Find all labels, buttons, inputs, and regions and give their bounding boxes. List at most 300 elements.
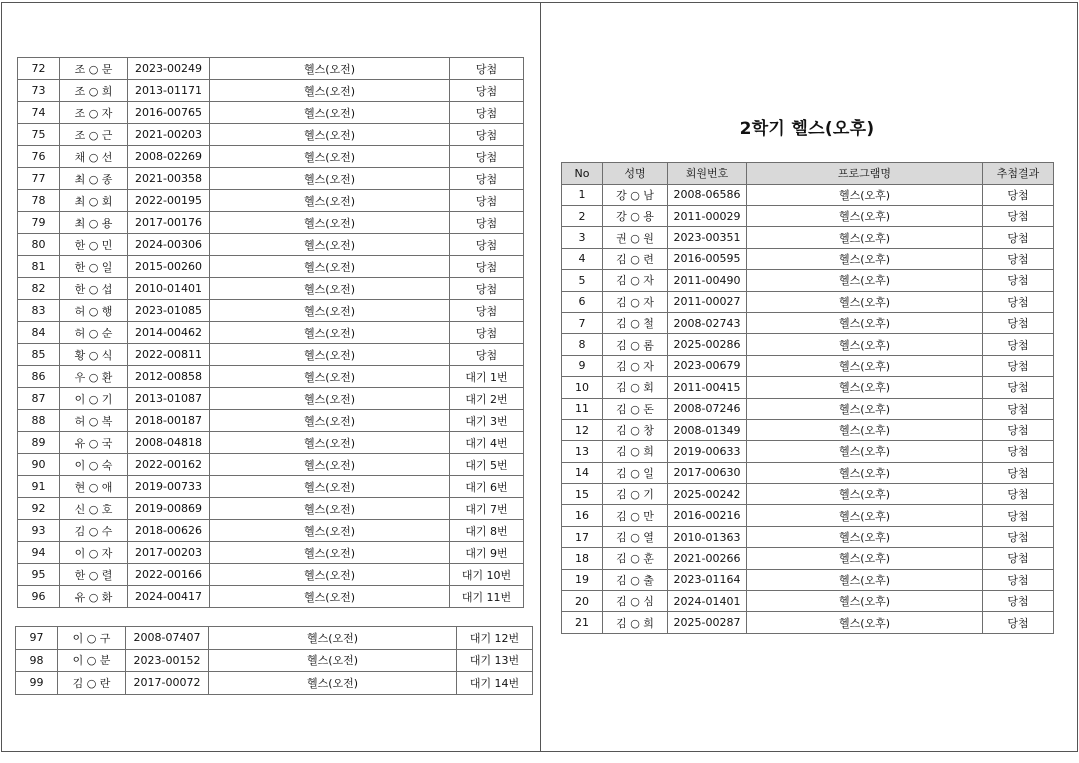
cell-result: 당첨 bbox=[983, 227, 1054, 248]
table-row bbox=[18, 102, 524, 124]
cell-name: 김 ○ 수 bbox=[60, 520, 128, 542]
header-member-number: 회원번호 bbox=[668, 163, 747, 185]
cell-member-number: 2008-01349 bbox=[668, 419, 747, 440]
cell-program: 헬스(오전) bbox=[210, 80, 450, 102]
cell-program: 헬스(오전) bbox=[210, 432, 450, 454]
cell-no: 92 bbox=[18, 498, 60, 520]
cell-program: 헬스(오후) bbox=[747, 462, 983, 483]
cell-no: 75 bbox=[18, 124, 60, 146]
cell-program: 헬스(오전) bbox=[210, 58, 450, 80]
cell-member-number: 2011-00415 bbox=[668, 377, 747, 398]
table-row bbox=[16, 627, 533, 650]
cell-program: 헬스(오전) bbox=[210, 124, 450, 146]
table-row bbox=[18, 432, 524, 454]
table-row bbox=[18, 344, 524, 366]
table-row bbox=[18, 234, 524, 256]
cell-no: 78 bbox=[18, 190, 60, 212]
cell-name: 최 ○ 종 bbox=[60, 168, 128, 190]
cell-name: 김 ○ 희 bbox=[603, 441, 668, 462]
cell-member-number: 2010-01363 bbox=[668, 526, 747, 547]
cell-result: 당첨 bbox=[983, 462, 1054, 483]
cell-member-number: 2017-00203 bbox=[128, 542, 210, 564]
cell-name: 김 ○ 만 bbox=[603, 505, 668, 526]
cell-program: 헬스(오후) bbox=[747, 248, 983, 269]
cell-program: 헬스(오전) bbox=[210, 542, 450, 564]
cell-result: 대기 5번 bbox=[450, 454, 524, 476]
cell-no: 85 bbox=[18, 344, 60, 366]
cell-result: 대기 2번 bbox=[450, 388, 524, 410]
cell-no: 87 bbox=[18, 388, 60, 410]
cell-result: 당첨 bbox=[983, 270, 1054, 291]
cell-no: 9 bbox=[562, 355, 603, 376]
cell-result: 당첨 bbox=[450, 146, 524, 168]
cell-no: 82 bbox=[18, 278, 60, 300]
cell-program: 헬스(오전) bbox=[209, 627, 457, 650]
cell-program: 헬스(오전) bbox=[210, 278, 450, 300]
cell-no: 84 bbox=[18, 322, 60, 344]
cell-name: 김 ○ 란 bbox=[58, 672, 126, 695]
table-row bbox=[562, 377, 1054, 398]
table-row bbox=[16, 649, 533, 672]
header-program-name: 프로그램명 bbox=[747, 163, 983, 185]
cell-program: 헬스(오전) bbox=[210, 344, 450, 366]
cell-result: 당첨 bbox=[983, 548, 1054, 569]
cell-member-number: 2008-02743 bbox=[668, 312, 747, 333]
table-row bbox=[562, 291, 1054, 312]
cell-program: 헬스(오전) bbox=[210, 256, 450, 278]
table-row bbox=[562, 441, 1054, 462]
table-row bbox=[562, 184, 1054, 205]
cell-result: 당첨 bbox=[450, 212, 524, 234]
cell-name: 김 ○ 자 bbox=[603, 270, 668, 291]
cell-result: 당첨 bbox=[450, 344, 524, 366]
cell-name: 황 ○ 식 bbox=[60, 344, 128, 366]
cell-name: 김 ○ 철 bbox=[603, 312, 668, 333]
table-row bbox=[18, 124, 524, 146]
cell-result: 당첨 bbox=[450, 102, 524, 124]
cell-name: 김 ○ 출 bbox=[603, 569, 668, 590]
cell-member-number: 2014-00462 bbox=[128, 322, 210, 344]
left-results-continued-body bbox=[16, 627, 533, 695]
cell-program: 헬스(오후) bbox=[747, 441, 983, 462]
cell-no: 83 bbox=[18, 300, 60, 322]
cell-member-number: 2013-01087 bbox=[128, 388, 210, 410]
cell-program: 헬스(오전) bbox=[210, 234, 450, 256]
table-row bbox=[18, 454, 524, 476]
table-row bbox=[562, 398, 1054, 419]
cell-program: 헬스(오후) bbox=[747, 526, 983, 547]
cell-member-number: 2018-00626 bbox=[128, 520, 210, 542]
cell-member-number: 2011-00490 bbox=[668, 270, 747, 291]
cell-name: 신 ○ 호 bbox=[60, 498, 128, 520]
cell-result: 당첨 bbox=[450, 322, 524, 344]
cell-no: 73 bbox=[18, 80, 60, 102]
table-row bbox=[18, 190, 524, 212]
cell-no: 95 bbox=[18, 564, 60, 586]
cell-name: 강 ○ 남 bbox=[603, 184, 668, 205]
cell-name: 조 ○ 자 bbox=[60, 102, 128, 124]
cell-member-number: 2022-00195 bbox=[128, 190, 210, 212]
cell-program: 헬스(오전) bbox=[210, 212, 450, 234]
table-row bbox=[562, 569, 1054, 590]
cell-program: 헬스(오전) bbox=[209, 672, 457, 695]
cell-member-number: 2023-00152 bbox=[126, 649, 209, 672]
cell-program: 헬스(오후) bbox=[747, 227, 983, 248]
table-row bbox=[562, 505, 1054, 526]
cell-name: 김 ○ 련 bbox=[603, 248, 668, 269]
cell-name: 우 ○ 환 bbox=[60, 366, 128, 388]
cell-name: 김 ○ 돈 bbox=[603, 398, 668, 419]
cell-program: 헬스(오후) bbox=[747, 612, 983, 633]
table-row bbox=[562, 419, 1054, 440]
cell-member-number: 2022-00811 bbox=[128, 344, 210, 366]
cell-program: 헬스(오전) bbox=[210, 498, 450, 520]
cell-name: 김 ○ 심 bbox=[603, 591, 668, 612]
cell-no: 5 bbox=[562, 270, 603, 291]
cell-no: 77 bbox=[18, 168, 60, 190]
cell-result: 당첨 bbox=[983, 398, 1054, 419]
table-row bbox=[562, 355, 1054, 376]
table-row bbox=[18, 388, 524, 410]
cell-no: 74 bbox=[18, 102, 60, 124]
table-row bbox=[562, 312, 1054, 333]
cell-name: 김 ○ 회 bbox=[603, 377, 668, 398]
cell-no: 1 bbox=[562, 184, 603, 205]
cell-result: 당첨 bbox=[450, 168, 524, 190]
table-row bbox=[18, 212, 524, 234]
table-row bbox=[562, 548, 1054, 569]
cell-name: 유 ○ 화 bbox=[60, 586, 128, 608]
table-row bbox=[18, 80, 524, 102]
cell-name: 김 ○ 훈 bbox=[603, 548, 668, 569]
cell-name: 이 ○ 숙 bbox=[60, 454, 128, 476]
cell-result: 당첨 bbox=[983, 484, 1054, 505]
table-row bbox=[18, 498, 524, 520]
cell-member-number: 2023-00249 bbox=[128, 58, 210, 80]
cell-program: 헬스(오전) bbox=[210, 322, 450, 344]
cell-no: 99 bbox=[16, 672, 58, 695]
cell-no: 89 bbox=[18, 432, 60, 454]
cell-result: 대기 8번 bbox=[450, 520, 524, 542]
cell-name: 이 ○ 자 bbox=[60, 542, 128, 564]
cell-program: 헬스(오후) bbox=[747, 270, 983, 291]
cell-no: 81 bbox=[18, 256, 60, 278]
cell-result: 당첨 bbox=[983, 355, 1054, 376]
cell-result: 대기 12번 bbox=[457, 627, 533, 650]
cell-member-number: 2016-00765 bbox=[128, 102, 210, 124]
cell-name: 김 ○ 자 bbox=[603, 291, 668, 312]
cell-name: 허 ○ 행 bbox=[60, 300, 128, 322]
cell-program: 헬스(오후) bbox=[747, 291, 983, 312]
cell-program: 헬스(오후) bbox=[747, 484, 983, 505]
cell-name: 허 ○ 복 bbox=[60, 410, 128, 432]
cell-member-number: 2017-00630 bbox=[668, 462, 747, 483]
cell-name: 한 ○ 섭 bbox=[60, 278, 128, 300]
cell-name: 강 ○ 용 bbox=[603, 205, 668, 226]
cell-member-number: 2008-07407 bbox=[126, 627, 209, 650]
cell-no: 20 bbox=[562, 591, 603, 612]
cell-result: 당첨 bbox=[450, 300, 524, 322]
right-results-body bbox=[562, 184, 1054, 633]
table-row bbox=[562, 591, 1054, 612]
cell-no: 19 bbox=[562, 569, 603, 590]
cell-no: 80 bbox=[18, 234, 60, 256]
cell-name: 허 ○ 순 bbox=[60, 322, 128, 344]
cell-member-number: 2019-00633 bbox=[668, 441, 747, 462]
cell-no: 21 bbox=[562, 612, 603, 633]
table-row bbox=[562, 462, 1054, 483]
cell-name: 한 ○ 일 bbox=[60, 256, 128, 278]
cell-no: 72 bbox=[18, 58, 60, 80]
cell-result: 당첨 bbox=[983, 419, 1054, 440]
table-row bbox=[562, 484, 1054, 505]
cell-name: 김 ○ 기 bbox=[603, 484, 668, 505]
cell-program: 헬스(오전) bbox=[209, 649, 457, 672]
cell-no: 79 bbox=[18, 212, 60, 234]
cell-member-number: 2008-02269 bbox=[128, 146, 210, 168]
cell-result: 대기 1번 bbox=[450, 366, 524, 388]
header-no: No bbox=[562, 163, 603, 185]
cell-no: 98 bbox=[16, 649, 58, 672]
cell-no: 15 bbox=[562, 484, 603, 505]
cell-result: 당첨 bbox=[983, 505, 1054, 526]
table-row bbox=[18, 520, 524, 542]
cell-no: 17 bbox=[562, 526, 603, 547]
cell-member-number: 2008-07246 bbox=[668, 398, 747, 419]
table-row bbox=[18, 542, 524, 564]
header-draw-result: 추첨결과 bbox=[983, 163, 1054, 185]
cell-member-number: 2018-00187 bbox=[128, 410, 210, 432]
cell-member-number: 2025-00286 bbox=[668, 334, 747, 355]
table-row bbox=[562, 334, 1054, 355]
header-row bbox=[562, 163, 1054, 185]
cell-program: 헬스(오전) bbox=[210, 564, 450, 586]
cell-name: 권 ○ 원 bbox=[603, 227, 668, 248]
cell-name: 최 ○ 용 bbox=[60, 212, 128, 234]
cell-result: 당첨 bbox=[983, 205, 1054, 226]
cell-result: 대기 10번 bbox=[450, 564, 524, 586]
cell-member-number: 2025-00242 bbox=[668, 484, 747, 505]
cell-result: 당첨 bbox=[450, 58, 524, 80]
cell-result: 당첨 bbox=[983, 441, 1054, 462]
cell-member-number: 2021-00203 bbox=[128, 124, 210, 146]
cell-no: 12 bbox=[562, 419, 603, 440]
left-results-continued-table bbox=[15, 626, 533, 695]
cell-no: 10 bbox=[562, 377, 603, 398]
table-header bbox=[562, 163, 1054, 185]
cell-member-number: 2017-00176 bbox=[128, 212, 210, 234]
cell-result: 대기 7번 bbox=[450, 498, 524, 520]
cell-member-number: 2015-00260 bbox=[128, 256, 210, 278]
cell-program: 헬스(오전) bbox=[210, 146, 450, 168]
cell-member-number: 2023-00679 bbox=[668, 355, 747, 376]
table-row bbox=[562, 205, 1054, 226]
cell-member-number: 2012-00858 bbox=[128, 366, 210, 388]
cell-result: 당첨 bbox=[450, 80, 524, 102]
cell-no: 6 bbox=[562, 291, 603, 312]
cell-name: 최 ○ 회 bbox=[60, 190, 128, 212]
left-results-table bbox=[17, 57, 524, 608]
cell-no: 96 bbox=[18, 586, 60, 608]
cell-name: 조 ○ 근 bbox=[60, 124, 128, 146]
cell-result: 당첨 bbox=[983, 291, 1054, 312]
cell-member-number: 2016-00595 bbox=[668, 248, 747, 269]
cell-program: 헬스(오후) bbox=[747, 334, 983, 355]
cell-member-number: 2025-00287 bbox=[668, 612, 747, 633]
table-row bbox=[562, 270, 1054, 291]
cell-program: 헬스(오전) bbox=[210, 190, 450, 212]
cell-program: 헬스(오전) bbox=[210, 586, 450, 608]
cell-member-number: 2023-01085 bbox=[128, 300, 210, 322]
table-row bbox=[18, 146, 524, 168]
cell-result: 당첨 bbox=[983, 334, 1054, 355]
table-row bbox=[18, 322, 524, 344]
right-results-table bbox=[561, 162, 1054, 634]
table-row bbox=[18, 58, 524, 80]
cell-member-number: 2021-00266 bbox=[668, 548, 747, 569]
cell-name: 채 ○ 선 bbox=[60, 146, 128, 168]
cell-program: 헬스(오전) bbox=[210, 388, 450, 410]
cell-member-number: 2022-00162 bbox=[128, 454, 210, 476]
table-row bbox=[562, 526, 1054, 547]
cell-result: 당첨 bbox=[450, 278, 524, 300]
cell-name: 김 ○ 롬 bbox=[603, 334, 668, 355]
cell-name: 김 ○ 희 bbox=[603, 612, 668, 633]
cell-name: 한 ○ 민 bbox=[60, 234, 128, 256]
cell-member-number: 2024-00306 bbox=[128, 234, 210, 256]
table-row bbox=[18, 168, 524, 190]
cell-member-number: 2010-01401 bbox=[128, 278, 210, 300]
cell-program: 헬스(오후) bbox=[747, 205, 983, 226]
cell-program: 헬스(오후) bbox=[747, 312, 983, 333]
cell-result: 대기 11번 bbox=[450, 586, 524, 608]
cell-program: 헬스(오전) bbox=[210, 454, 450, 476]
cell-program: 헬스(오후) bbox=[747, 569, 983, 590]
cell-program: 헬스(오후) bbox=[747, 548, 983, 569]
cell-result: 당첨 bbox=[983, 591, 1054, 612]
cell-name: 이 ○ 기 bbox=[60, 388, 128, 410]
cell-program: 헬스(오전) bbox=[210, 366, 450, 388]
table-row bbox=[18, 586, 524, 608]
cell-result: 당첨 bbox=[983, 526, 1054, 547]
cell-name: 이 ○ 분 bbox=[58, 649, 126, 672]
table-row bbox=[16, 672, 533, 695]
cell-no: 4 bbox=[562, 248, 603, 269]
cell-member-number: 2023-00351 bbox=[668, 227, 747, 248]
cell-program: 헬스(오후) bbox=[747, 419, 983, 440]
cell-program: 헬스(오전) bbox=[210, 300, 450, 322]
cell-result: 당첨 bbox=[983, 312, 1054, 333]
cell-result: 대기 9번 bbox=[450, 542, 524, 564]
cell-no: 16 bbox=[562, 505, 603, 526]
table-row bbox=[18, 564, 524, 586]
cell-no: 93 bbox=[18, 520, 60, 542]
cell-member-number: 2024-01401 bbox=[668, 591, 747, 612]
cell-no: 14 bbox=[562, 462, 603, 483]
cell-member-number: 2021-00358 bbox=[128, 168, 210, 190]
cell-no: 2 bbox=[562, 205, 603, 226]
table-row bbox=[562, 612, 1054, 633]
cell-result: 대기 13번 bbox=[457, 649, 533, 672]
cell-member-number: 2016-00216 bbox=[668, 505, 747, 526]
cell-name: 현 ○ 애 bbox=[60, 476, 128, 498]
cell-no: 88 bbox=[18, 410, 60, 432]
cell-name: 이 ○ 구 bbox=[58, 627, 126, 650]
cell-member-number: 2019-00733 bbox=[128, 476, 210, 498]
cell-member-number: 2017-00072 bbox=[126, 672, 209, 695]
cell-name: 김 ○ 일 bbox=[603, 462, 668, 483]
cell-result: 대기 14번 bbox=[457, 672, 533, 695]
cell-no: 8 bbox=[562, 334, 603, 355]
cell-no: 86 bbox=[18, 366, 60, 388]
cell-no: 7 bbox=[562, 312, 603, 333]
table-row bbox=[18, 366, 524, 388]
cell-program: 헬스(오전) bbox=[210, 520, 450, 542]
cell-member-number: 2008-04818 bbox=[128, 432, 210, 454]
cell-no: 94 bbox=[18, 542, 60, 564]
cell-name: 김 ○ 창 bbox=[603, 419, 668, 440]
cell-program: 헬스(오후) bbox=[747, 591, 983, 612]
cell-member-number: 2022-00166 bbox=[128, 564, 210, 586]
cell-member-number: 2019-00869 bbox=[128, 498, 210, 520]
cell-member-number: 2013-01171 bbox=[128, 80, 210, 102]
cell-no: 18 bbox=[562, 548, 603, 569]
cell-name: 한 ○ 렬 bbox=[60, 564, 128, 586]
cell-name: 유 ○ 국 bbox=[60, 432, 128, 454]
cell-member-number: 2024-00417 bbox=[128, 586, 210, 608]
cell-no: 13 bbox=[562, 441, 603, 462]
cell-program: 헬스(오전) bbox=[210, 102, 450, 124]
cell-result: 당첨 bbox=[983, 569, 1054, 590]
cell-name: 조 ○ 문 bbox=[60, 58, 128, 80]
cell-program: 헬스(오후) bbox=[747, 398, 983, 419]
cell-result: 당첨 bbox=[450, 124, 524, 146]
cell-program: 헬스(오전) bbox=[210, 410, 450, 432]
cell-program: 헬스(오후) bbox=[747, 184, 983, 205]
cell-name: 김 ○ 자 bbox=[603, 355, 668, 376]
cell-result: 당첨 bbox=[983, 377, 1054, 398]
cell-name: 김 ○ 열 bbox=[603, 526, 668, 547]
table-row bbox=[18, 476, 524, 498]
cell-program: 헬스(오후) bbox=[747, 355, 983, 376]
cell-program: 헬스(오후) bbox=[747, 505, 983, 526]
cell-no: 76 bbox=[18, 146, 60, 168]
cell-program: 헬스(오전) bbox=[210, 168, 450, 190]
cell-no: 97 bbox=[16, 627, 58, 650]
cell-result: 대기 3번 bbox=[450, 410, 524, 432]
cell-name: 조 ○ 희 bbox=[60, 80, 128, 102]
table-row bbox=[18, 300, 524, 322]
cell-program: 헬스(오후) bbox=[747, 377, 983, 398]
header-name: 성명 bbox=[603, 163, 668, 185]
cell-result: 당첨 bbox=[450, 256, 524, 278]
cell-result: 당첨 bbox=[983, 248, 1054, 269]
table-row bbox=[18, 256, 524, 278]
table-row bbox=[562, 227, 1054, 248]
cell-result: 대기 6번 bbox=[450, 476, 524, 498]
cell-member-number: 2011-00027 bbox=[668, 291, 747, 312]
cell-no: 3 bbox=[562, 227, 603, 248]
cell-result: 당첨 bbox=[983, 612, 1054, 633]
page-title: 2학기 헬스(오후) bbox=[739, 119, 875, 139]
cell-member-number: 2023-01164 bbox=[668, 569, 747, 590]
cell-member-number: 2008-06586 bbox=[668, 184, 747, 205]
cell-program: 헬스(오전) bbox=[210, 476, 450, 498]
cell-result: 당첨 bbox=[450, 190, 524, 212]
cell-member-number: 2011-00029 bbox=[668, 205, 747, 226]
cell-result: 당첨 bbox=[450, 234, 524, 256]
cell-no: 11 bbox=[562, 398, 603, 419]
